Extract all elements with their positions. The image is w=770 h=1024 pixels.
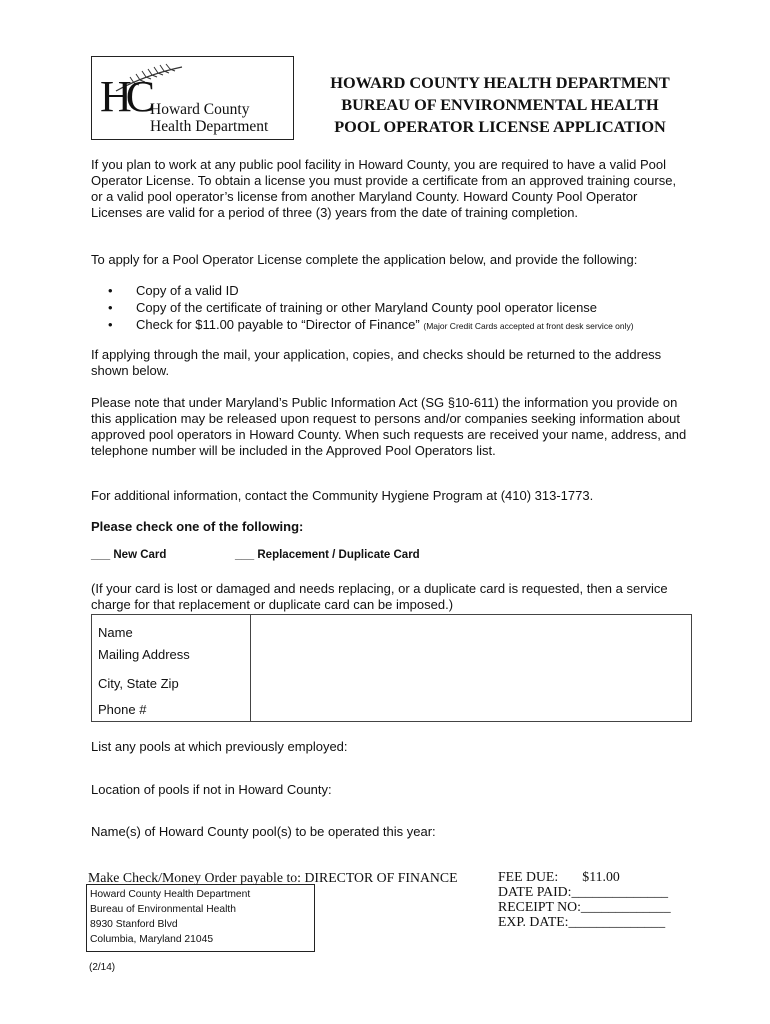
- pool-location-question: Location of pools if not in Howard County:: [91, 782, 332, 797]
- receipt-no-field[interactable]: RECEIPT NO:_____________: [498, 899, 671, 914]
- city-state-zip-field[interactable]: [252, 671, 688, 695]
- exp-date-field[interactable]: EXP. DATE:______________: [498, 914, 666, 929]
- address-line-4: Columbia, Maryland 21045: [90, 934, 214, 945]
- pia-paragraph: Please note that under Maryland’s Public Information Act (SG §10-611) the information you provide on this application may be released upon request to persons and/or companies seeking information about approved pool operators in Howard County. When such requests are received your name, address, and telephone number will be included in the Approved Pool Operators list.: [91, 395, 687, 458]
- logo-letters: HC: [100, 72, 150, 121]
- address-line-2: Bureau of Environmental Health: [90, 904, 236, 915]
- mailing-address-box: [86, 884, 315, 952]
- mailing-address-label: Mailing Address: [98, 647, 190, 662]
- list-item: • Copy of a valid ID: [108, 282, 708, 299]
- name-field[interactable]: [252, 617, 688, 641]
- list-item: • Copy of the certificate of training or other Maryland County pool operator license: [108, 299, 708, 316]
- check-heading: Please check one of the following:: [91, 519, 304, 534]
- phone-field[interactable]: [252, 697, 688, 719]
- mail-paragraph: If applying through the mail, your application, copies, and checks should be returned to the address shown below.: [91, 347, 662, 378]
- page-title: [300, 72, 700, 138]
- contact-paragraph: For additional information, contact the Community Hygiene Program at (410) 313-1773.: [91, 488, 594, 503]
- header-line-1: HOWARD COUNTY HEALTH DEPARTMENT: [330, 73, 670, 92]
- logo-text: [150, 101, 268, 135]
- mailing-address-field[interactable]: [252, 643, 688, 669]
- logo: [91, 56, 294, 140]
- fee-due: FEE DUE: $11.00: [498, 869, 620, 884]
- logo-line-1: Howard County: [150, 101, 250, 118]
- office-use-block: [498, 869, 671, 929]
- requirements-list: [108, 282, 708, 335]
- previous-pools-question: List any pools at which previously employed:: [91, 739, 348, 754]
- payable-to-caption: Make Check/Money Order payable to: DIRECTOR OF FINANCE: [88, 870, 458, 885]
- intro-paragraph: If you plan to work at any public pool facility in Howard County, you are required to have a valid Pool Operator License. To obtain a license you must provide a certificate from an approved training course, or a valid pool operator’s license from another Maryland County. Howard County Pool Operator Licenses are valid for a period of three (3) years from the date of training completion.: [91, 157, 677, 220]
- header-line-3: POOL OPERATOR LICENSE APPLICATION: [334, 117, 666, 136]
- city-state-zip-label: City, State Zip: [98, 676, 179, 691]
- list-item: • Check for $11.00 payable to “Director of Finance” (Major Credit Cards accepted at front desk service only): [108, 316, 708, 335]
- phone-label: Phone #: [98, 702, 147, 717]
- replacement-card-option[interactable]: ___ Replacement / Duplicate Card: [235, 549, 420, 561]
- new-card-option[interactable]: ___ New Card: [91, 549, 167, 561]
- header-line-2: BUREAU OF ENVIRONMENTAL HEALTH: [341, 95, 659, 114]
- date-paid-field[interactable]: DATE PAID:______________: [498, 884, 669, 899]
- applicant-info-table: [91, 614, 692, 722]
- name-label: Name: [98, 625, 133, 640]
- replacement-note: (If your card is lost or damaged and needs replacing, or a duplicate card is requested, then a service charge for that replacement or duplicate card can be imposed.): [91, 581, 668, 612]
- form-version: (2/14): [89, 962, 116, 973]
- pools-this-year-question: Name(s) of Howard County pool(s) to be operated this year:: [91, 824, 436, 839]
- logo-line-2: Health Department: [150, 118, 269, 135]
- apply-paragraph: To apply for a Pool Operator License complete the application below, and provide the following:: [91, 252, 638, 267]
- address-line-3: 8930 Stanford Blvd: [90, 919, 178, 930]
- address-line-1: Howard County Health Department: [90, 889, 251, 900]
- credit-card-note: (Major Credit Cards accepted at front desk service only): [423, 321, 634, 331]
- table-divider: [250, 615, 251, 721]
